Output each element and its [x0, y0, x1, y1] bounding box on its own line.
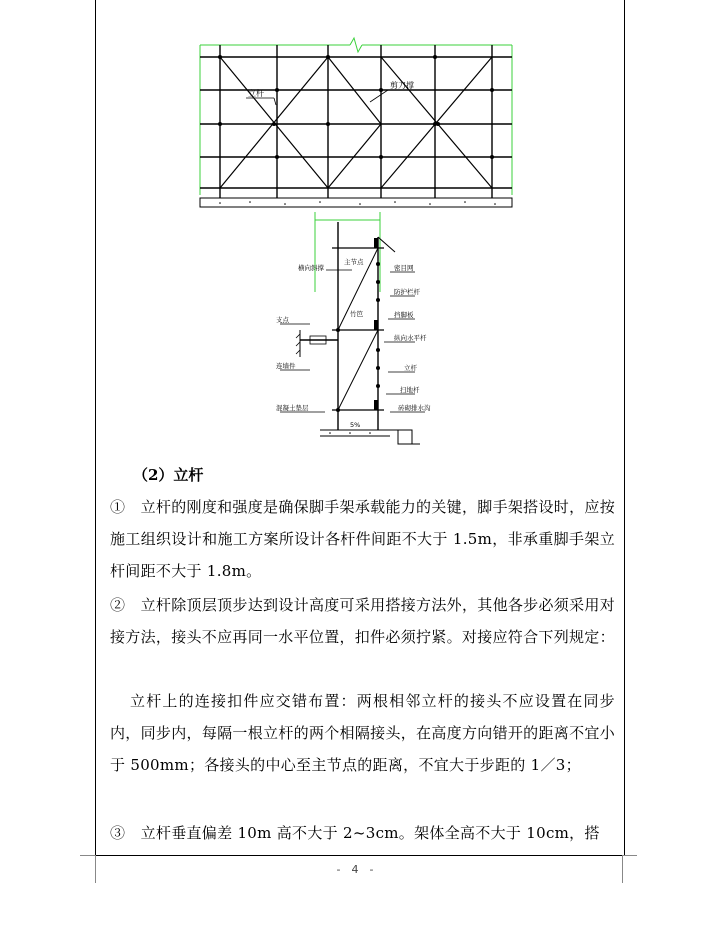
page-number: - 4 - — [336, 863, 374, 876]
dense-net-label: 密目网 — [394, 264, 414, 272]
scissor-brace-label: 剪刀撑 — [390, 81, 414, 90]
crop-mark — [80, 855, 95, 856]
wall-tie-label: 连墙件 — [276, 362, 296, 370]
upright-detail-label: 立杆 — [404, 364, 417, 372]
guard-rail-label: 防护栏杆 — [394, 288, 420, 296]
main-node-label: 主节点 — [344, 258, 364, 266]
paragraph-3: 立杆上的连接扣件应交错布置：两根相邻立杆的接头不应设置在同步内，同步内，每隔一根立杆的两个相隔接头，在高度方向错开的距离不宜小于 500mm；各接头的中心至主节点的距离，不宜大于步距的 1／3； — [110, 692, 615, 774]
concrete-pad-label: 混凝土垫层 — [276, 404, 309, 412]
scaffold-section-drawing — [270, 212, 460, 452]
bolt-tie-label: 支点 — [276, 316, 289, 324]
paragraph-1: ① 立杆的刚度和强度是确保脚手架承载能力的关键，脚手架搭设时，应按施工组织设计和施工方案所设计各杆件间距不大于 1.5m，非承重脚手架立杆间距不大于 1.8m。 — [110, 498, 615, 580]
toe-board-label: 挡脚板 — [394, 311, 414, 319]
paragraph-2: ② 立杆除顶层顶步达到设计高度可采用搭接方法外，其他各步必须采用对接方法，接头不应再同一水平位置，扣件必须拧紧。对接应符合下列规定： — [110, 596, 615, 646]
section-heading: （2）立杆 — [133, 466, 204, 484]
crop-mark — [622, 855, 637, 856]
transverse-brace-label: 横向斜撑 — [298, 264, 324, 272]
drain-ditch-label: 砖砌排水沟 — [398, 404, 431, 412]
paragraph-4: ③ 立杆垂直偏差 10m 高不大于 2~3cm。架体全高不大于 10cm，搭 — [110, 824, 600, 842]
scaffold-elevation-drawing — [190, 30, 520, 212]
upright-label: 立杆 — [248, 89, 264, 98]
longitudinal-bar-label: 纵向水平杆 — [394, 334, 427, 342]
sweep-bar-label: 扫地杆 — [400, 386, 420, 394]
bamboo-board-label: 竹笆 — [350, 310, 363, 318]
slope-label: 5% — [350, 421, 361, 429]
